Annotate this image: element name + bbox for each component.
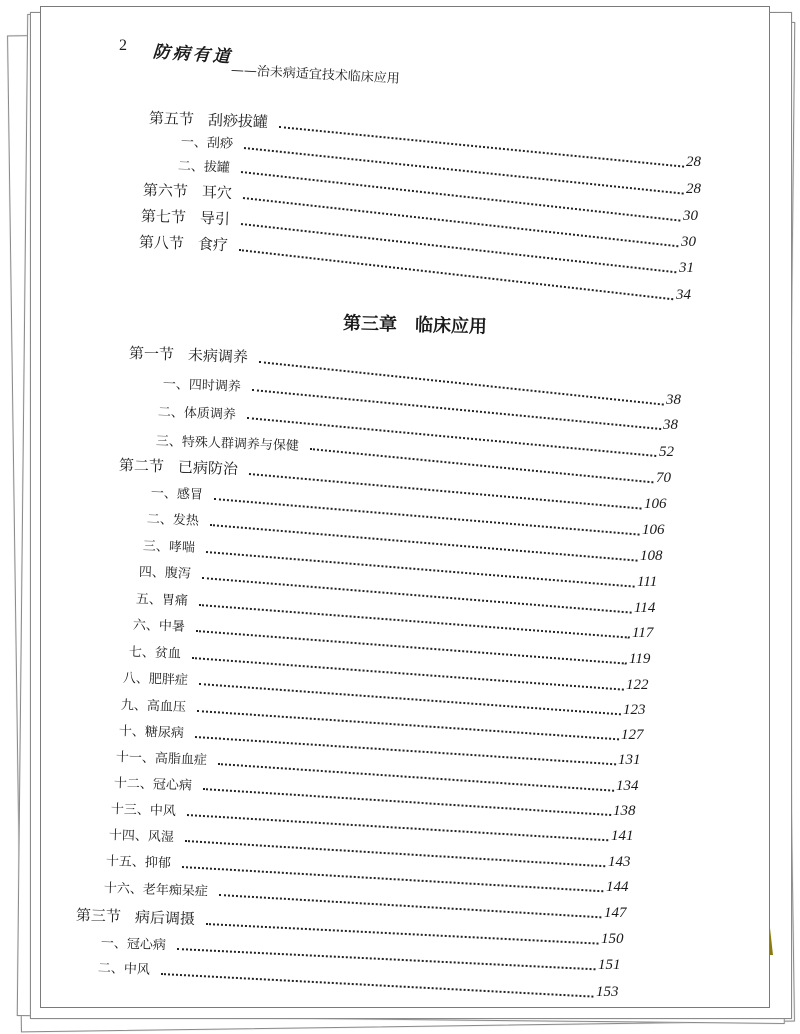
toc-entry-label <box>119 720 185 741</box>
toc-page-number: 52 <box>659 444 674 460</box>
dot-leader <box>196 630 627 665</box>
dot-leader <box>259 361 664 406</box>
toc-page-number: 141 <box>611 828 634 844</box>
toc-entry-label <box>98 957 151 978</box>
dot-leader <box>243 197 679 247</box>
toc-entry-label <box>143 179 233 203</box>
toc-entry-label <box>143 535 196 556</box>
toc-entry-label <box>139 561 192 582</box>
dot-leader <box>199 604 630 639</box>
toc-entry-label <box>104 877 209 900</box>
entry-title: 一、四时调养 <box>162 377 242 395</box>
toc-page-number: 38 <box>663 417 678 433</box>
chapter-heading <box>343 309 506 339</box>
toc-entry-label <box>156 430 300 454</box>
toc-page-number: 122 <box>626 677 649 693</box>
toc-page-number: 34 <box>676 287 691 303</box>
toc-page-number: 38 <box>666 392 681 408</box>
entry-title: 十三、中风 <box>110 802 177 820</box>
book-subtitle: ——治未病适宜技术临床应用 <box>230 63 401 87</box>
dot-leader <box>239 249 674 300</box>
toc-entry-label <box>111 798 177 819</box>
section-number: 第六节 <box>142 181 189 201</box>
toc-entry-label <box>178 155 231 176</box>
entry-title: 十、糖尿病 <box>118 724 185 742</box>
toc-page-number: 30 <box>683 208 698 224</box>
dot-leader <box>195 736 616 765</box>
entry-title: 十五、抑郁 <box>105 854 172 872</box>
entry-title: 导引 <box>199 209 231 229</box>
entry-title: 刮痧拔罐 <box>207 111 269 132</box>
toc-page-number: 138 <box>613 803 636 819</box>
dot-leader <box>279 126 684 168</box>
toc-page-number: 106 <box>642 522 665 538</box>
toc-page-number: 127 <box>621 727 644 743</box>
dot-leader <box>161 973 594 998</box>
toc-page-number: 144 <box>606 879 629 895</box>
entry-title: 一、感冒 <box>150 486 204 503</box>
toc-entry-label <box>139 231 229 255</box>
entry-title: 二、拔罐 <box>177 159 231 176</box>
entry-title: 四、腹泻 <box>138 565 192 582</box>
toc-page-number: 153 <box>596 984 619 1000</box>
dot-leader <box>185 840 606 867</box>
toc-page-number: 31 <box>679 260 694 276</box>
toc-entry-label <box>101 932 167 953</box>
toc-page <box>40 6 770 1008</box>
toc-page-number: 131 <box>618 752 641 768</box>
entry-title: 二、中风 <box>97 961 151 978</box>
toc-entry-label <box>121 694 187 715</box>
entry-title: 三、哮喘 <box>142 539 196 556</box>
dot-leader <box>249 473 642 510</box>
toc-entry-label <box>119 454 239 479</box>
toc-entry-label <box>158 401 237 423</box>
toc-entry-label <box>76 904 196 929</box>
entry-title: 三、特殊人群调养与保健 <box>155 434 300 454</box>
toc-page-number: 108 <box>640 548 663 564</box>
dot-leader <box>199 683 621 715</box>
dot-leader <box>244 147 684 195</box>
dot-leader <box>182 866 604 892</box>
toc-entry-label <box>136 588 189 609</box>
dot-leader <box>187 814 609 841</box>
entry-title: 八、肥胖症 <box>122 671 189 689</box>
chapter-number: 第三章 <box>342 312 398 336</box>
toc-page-number: 150 <box>601 931 624 947</box>
toc-entry-label <box>163 373 242 395</box>
toc-entry-label <box>151 482 204 503</box>
entry-title: 十一、高脂血症 <box>115 750 208 769</box>
entry-title: 耳穴 <box>201 183 233 203</box>
dot-leader <box>241 171 681 222</box>
entry-title: 二、发热 <box>146 512 200 529</box>
entry-title: 五、胃痛 <box>135 592 189 609</box>
toc-entry-label <box>181 131 234 152</box>
toc-page-number: 143 <box>608 854 631 870</box>
dot-leader <box>177 948 596 970</box>
toc-page-number: 70 <box>656 470 671 486</box>
toc-entry-label <box>129 342 249 367</box>
toc-page-number: 151 <box>598 957 621 973</box>
toc-entry-label <box>129 641 182 662</box>
toc-page-number: 134 <box>616 778 639 794</box>
entry-title: 一、冠心病 <box>100 936 167 954</box>
entry-title: 食疗 <box>197 235 229 255</box>
dot-leader <box>203 788 611 816</box>
entry-title: 一、刮痧 <box>180 135 234 152</box>
toc-entry-label <box>133 614 186 635</box>
book-title: 防病有道 <box>152 42 234 68</box>
entry-title: 十四、风湿 <box>108 828 175 846</box>
toc-page-number: 111 <box>637 574 658 590</box>
dot-leader <box>197 710 619 740</box>
section-number: 第二节 <box>118 456 165 476</box>
entry-title: 九、高血压 <box>120 698 187 716</box>
dot-leader <box>219 894 602 918</box>
dot-leader <box>310 448 654 483</box>
toc-page-number: 117 <box>632 625 654 641</box>
entry-title: 十六、老年痴呆症 <box>103 881 209 900</box>
section-number: 第八节 <box>138 233 185 253</box>
toc-page-number: 119 <box>629 651 651 667</box>
entry-title: 病后调摄 <box>134 908 196 929</box>
toc-entry-label <box>109 824 175 845</box>
toc-page-number: 30 <box>681 234 696 250</box>
entry-title: 六、中暑 <box>132 618 186 635</box>
toc-entry-label <box>123 667 189 688</box>
toc-entry-label <box>116 746 208 768</box>
entry-title: 二、体质调养 <box>157 405 237 423</box>
toc-page-number: 114 <box>634 600 656 616</box>
chapter-title: 临床应用 <box>414 314 488 338</box>
dot-leader <box>192 657 624 691</box>
toc-page-number: 123 <box>623 702 646 718</box>
dot-leader <box>206 923 599 945</box>
section-number: 第五节 <box>148 109 195 129</box>
page-number: 2 <box>119 37 127 54</box>
dot-leader <box>218 763 614 792</box>
section-number: 第三节 <box>75 906 122 926</box>
section-number: 第一节 <box>128 344 175 364</box>
toc-entry-label <box>147 508 200 529</box>
entry-title: 七、贫血 <box>128 645 182 662</box>
toc-entry-label <box>149 107 269 132</box>
section-number: 第七节 <box>140 207 187 227</box>
entry-title: 已病防治 <box>177 458 239 479</box>
toc-page-number: 147 <box>604 905 627 921</box>
toc-entry-label <box>141 205 231 229</box>
toc-page-number: 106 <box>644 496 667 512</box>
entry-title: 未病调养 <box>187 346 249 367</box>
toc-page-number: 28 <box>686 154 701 170</box>
toc-entry-label <box>114 772 193 794</box>
entry-title: 十二、冠心病 <box>113 776 193 794</box>
toc-page-number: 28 <box>686 181 701 197</box>
toc-entry-label <box>106 850 172 871</box>
dot-leader <box>241 223 677 273</box>
